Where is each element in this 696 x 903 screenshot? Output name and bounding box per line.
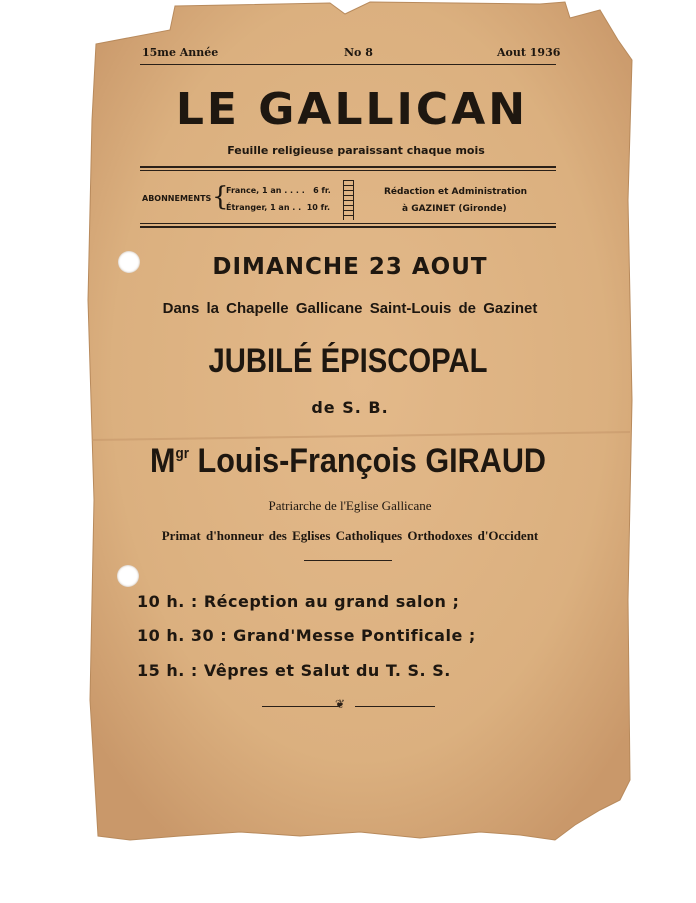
subscription-label: ABONNEMENTS: [142, 194, 212, 203]
issue-year: 15me Année: [142, 46, 219, 59]
event-place: Dans la Chapelle Gallicane Saint-Louis de Gazinet: [162, 300, 538, 317]
bishop-name-line: $M^{gr}$ Louis-François GIRAUD: [149, 442, 547, 480]
de-sb: de S. B.: [311, 398, 389, 417]
price-france: France, 1 an . . . . 6 fr.: [226, 186, 331, 195]
jubile-heading: JUBILÉ ÉPISCOPAL: [208, 342, 488, 380]
masthead-rule-top2: [140, 170, 556, 171]
schedule-item: 10 h. 30 : Grand'Messe Pontificale ;: [137, 626, 476, 645]
price-etranger: Étranger, 1 an . . 10 fr.: [226, 203, 330, 212]
bishop-title-1: Patriarche de l'Eglise Gallicane: [268, 498, 432, 513]
punch-hole: [117, 565, 139, 587]
bishop-name: Louis-François GIRAUD: [197, 442, 547, 480]
newspaper-subtitle: Feuille religieuse paraissant chaque mois: [227, 144, 485, 157]
newspaper-title: LE GALLICAN: [175, 84, 529, 135]
event-date: DIMANCHE 23 AOUT: [212, 254, 488, 280]
brace: {: [212, 182, 229, 212]
schedule-item: 10 h. : Réception au grand salon ;: [137, 592, 460, 611]
masthead-rule-bottom: [140, 223, 556, 224]
masthead-rule-top: [140, 166, 556, 168]
masthead-rule-bottom2: [140, 226, 556, 228]
issue-number: No 8: [344, 46, 373, 59]
bishop-title-2: Primat d'honneur des Eglises Catholiques Orthodoxes d'Occident: [161, 528, 539, 543]
issue-date: Aout 1936: [497, 46, 561, 59]
schedule-item: 15 h. : Vêpres et Salut du T. S. S.: [137, 661, 451, 680]
divider-ornament: [343, 180, 354, 220]
ornament-rule-right: [355, 706, 435, 707]
ornament-flourish: ❦: [335, 697, 346, 711]
separator-short: [304, 560, 392, 561]
top-rule: [140, 64, 556, 65]
ornament-rule-left: [262, 706, 338, 707]
redaction-address: à GAZINET (Gironde): [402, 204, 507, 214]
redaction-label: Rédaction et Administration: [384, 187, 528, 197]
